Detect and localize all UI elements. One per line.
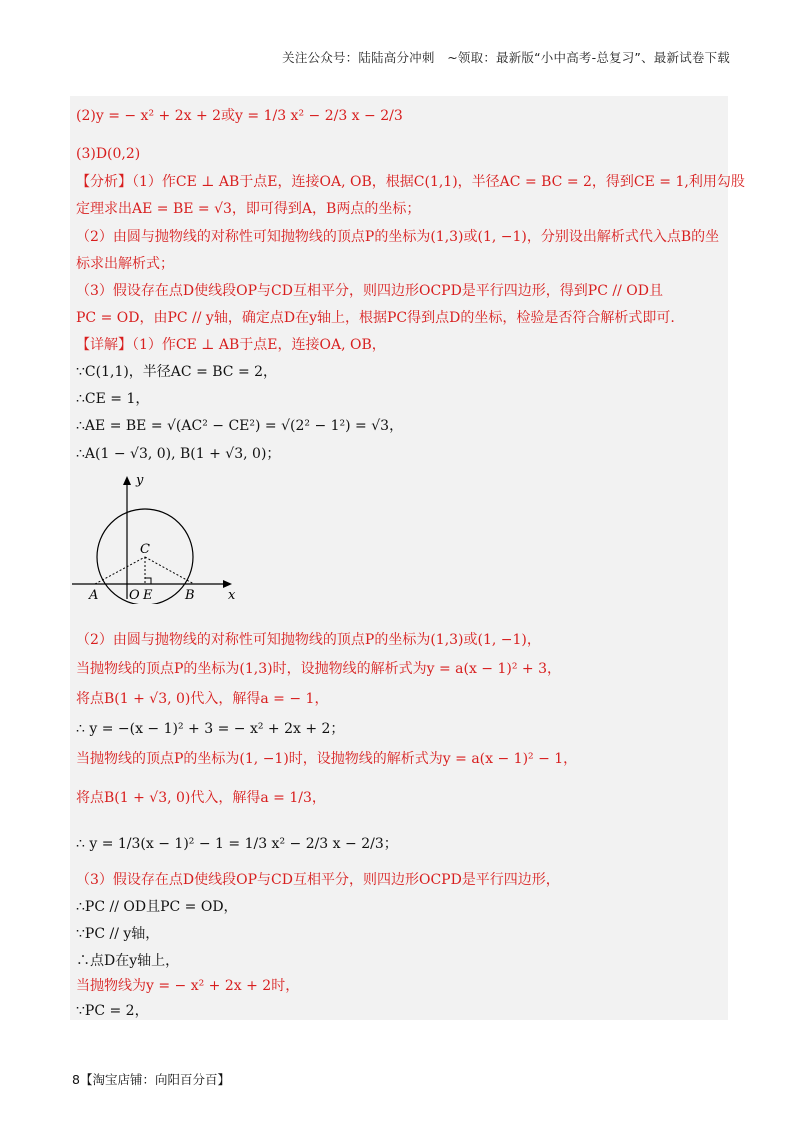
y-axis-label: y xyxy=(136,474,144,488)
analysis-line-6: PC = OD，由PC // y轴，确定点D在y轴上，根据PC得到点D的坐标，检验是否符合解析式即可. xyxy=(76,310,675,326)
detail3-line-6: ∵PC = 2， xyxy=(76,1003,149,1019)
detail-line-3: ∴CE = 1， xyxy=(76,391,150,407)
page-header: 关注公众号：陆陆高分冲刺 ~领取：最新版“小中高考-总复习”、最新试卷下载 xyxy=(282,50,730,65)
detail2-line-7: ∴ y = 1/3(x − 1)² − 1 = 1/3 x² − 2/3 x − 2/3； xyxy=(76,836,398,852)
answer-3: (3)D(0,2) xyxy=(76,146,141,162)
detail-line-4: ∴AE = BE = √(AC² − CE²) = √(2² − 1²) = √3， xyxy=(76,418,404,434)
answer-2: (2)y = − x² + 2x + 2或y = 1/3 x² − 2/3 x − 2/3 xyxy=(76,108,403,124)
detail3-line-4: ∴点D在y轴上， xyxy=(76,953,180,969)
detail3-line-3: ∵PC // y轴， xyxy=(76,926,160,942)
detail3-line-5: 当抛物线为y = − x² + 2x + 2时， xyxy=(76,978,300,994)
point-e-label: E xyxy=(143,588,153,603)
detail2-line-3: 将点B(1 + √3, 0)代入，解得a = − 1， xyxy=(76,691,329,707)
point-b-label: B xyxy=(185,588,195,603)
detail2-line-2: 当抛物线的顶点P的坐标为(1,3)时，设抛物线的解析式为y = a(x − 1)² + 3， xyxy=(76,661,562,677)
analysis-line-4: 标求出解析式； xyxy=(76,256,174,272)
detail3-line-1: （3）假设存在点D使线段OP与CD互相平分，则四边形OCPD是平行四边形， xyxy=(76,872,560,888)
point-o-label: O xyxy=(129,588,140,603)
point-a-label: A xyxy=(89,588,99,603)
circle-figure xyxy=(70,474,240,604)
solution-panel xyxy=(70,96,745,1020)
point-c-label: C xyxy=(140,542,150,557)
detail3-line-2: ∴PC // OD且PC = OD， xyxy=(76,899,238,915)
page-footer: 8【淘宝店铺：向阳百分百】 xyxy=(72,1072,230,1087)
detail-line-2: ∵C(1,1)，半径AC = BC = 2， xyxy=(76,364,278,380)
detail-line-5: ∴A(1 − √3, 0), B(1 + √3, 0)； xyxy=(76,446,281,462)
detail2-line-1: （2）由圆与抛物线的对称性可知抛物线的顶点P的坐标为(1,3)或(1, −1)， xyxy=(76,632,541,648)
analysis-line-5: （3）假设存在点D使线段OP与CD互相平分，则四边形OCPD是平行四边形，得到PC // OD且 xyxy=(76,283,663,299)
detail2-line-5: 当抛物线的顶点P的坐标为(1, −1)时，设抛物线的解析式为y = a(x − 1)² − 1， xyxy=(76,751,578,767)
analysis-line-1: 【分析】（1）作CE ⊥ AB于点E，连接OA, OB，根据C(1,1)，半径AC = BC = 2，得到CE = 1,利用勾股 xyxy=(76,174,745,190)
detail-line-1: 【详解】（1）作CE ⊥ AB于点E，连接OA, OB， xyxy=(76,337,386,353)
analysis-line-2: 定理求出AE = BE = √3，即可得到A，B两点的坐标； xyxy=(76,201,421,217)
detail2-line-6: 将点B(1 + √3, 0)代入，解得a = 1/3， xyxy=(76,790,326,806)
x-axis-label: x xyxy=(228,588,236,603)
detail2-line-4: ∴ y = −(x − 1)² + 3 = − x² + 2x + 2； xyxy=(76,721,345,737)
analysis-line-3: （2）由圆与抛物线的对称性可知抛物线的顶点P的坐标为(1,3)或(1, −1)，分别设出解析式代入点B的坐 xyxy=(76,229,720,245)
